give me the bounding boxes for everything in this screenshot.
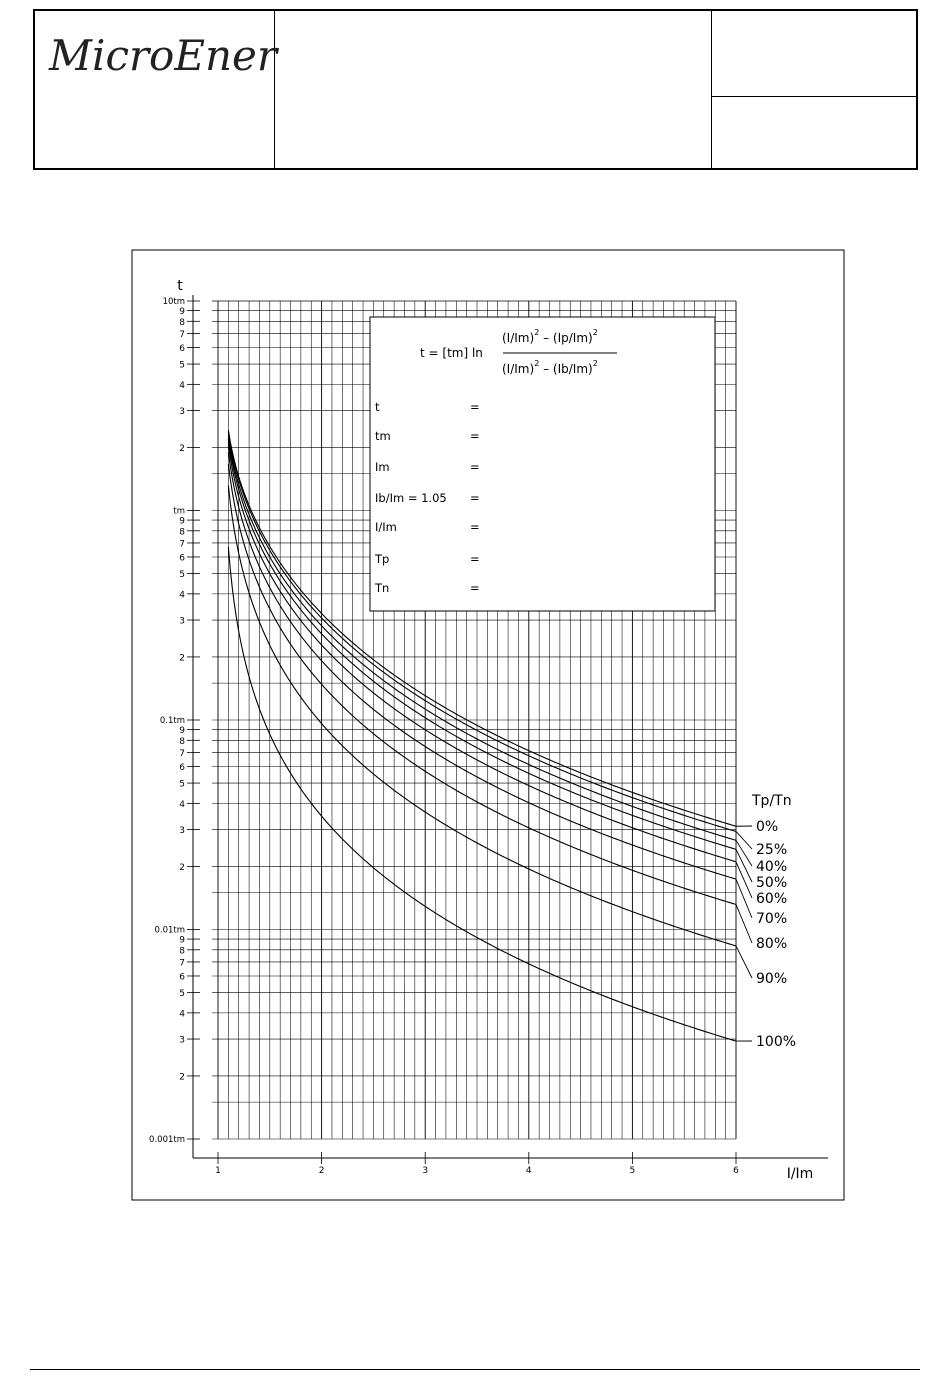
y-tick-label: 5 [179, 989, 185, 1000]
formula-numerator [502, 328, 598, 345]
param-label: tm [375, 429, 391, 443]
legend-entry: 25% [756, 842, 788, 858]
y-tick-label: 2 [179, 653, 185, 664]
param-equals: = [470, 552, 480, 566]
formula-denominator [502, 359, 598, 376]
y-tick-label: 6 [179, 553, 185, 564]
x-axis-label: I/Im [786, 1166, 814, 1182]
y-axis-label: t [177, 278, 183, 294]
legend-leader [736, 849, 752, 882]
y-tick-label: 6 [179, 972, 185, 983]
term-a: (I/Im) [502, 331, 535, 345]
y-tick-label: 4 [179, 590, 185, 601]
y-tick-label: 7 [179, 748, 185, 759]
term-b: (Ib/Im) [552, 362, 593, 376]
legend-entry: 0% [756, 819, 779, 835]
legend-entry: 60% [756, 891, 788, 907]
formula-lhs: t = [tm] ln [420, 346, 483, 360]
y-tick-label: 9 [179, 726, 185, 737]
exponent: 2 [534, 328, 540, 337]
y-tick-label: 3 [179, 1035, 185, 1046]
exponent: 2 [592, 328, 598, 337]
param-label: Im [375, 460, 390, 474]
y-tick-label: 9 [179, 935, 185, 946]
param-equals: = [470, 460, 480, 474]
param-equals: = [470, 400, 480, 414]
y-tick-label: 4 [179, 380, 185, 391]
y-decade-label: 0.001tm [149, 1135, 185, 1145]
y-decade-label: tm [173, 506, 185, 517]
exponent: 2 [592, 359, 598, 368]
legend-leader [736, 904, 752, 943]
y-tick-label: 2 [179, 862, 185, 873]
y-tick-label: 7 [179, 958, 185, 969]
y-tick-label: 5 [179, 360, 185, 371]
legend-title: Tp/Tn [752, 793, 792, 809]
x-tick-label: 1 [215, 1166, 221, 1176]
y-tick-label: 9 [179, 516, 185, 527]
y-tick-label: 3 [179, 616, 185, 627]
legend-leader [736, 862, 752, 898]
y-tick-label: 2 [179, 1072, 185, 1083]
y-tick-label: 9 [179, 307, 185, 318]
y-tick-label: 6 [179, 762, 185, 773]
param-label: Tn [375, 581, 390, 595]
param-equals: = [470, 429, 480, 443]
x-tick-label: 3 [422, 1166, 429, 1176]
y-tick-label: 3 [179, 826, 185, 837]
y-tick-label: 8 [179, 736, 185, 747]
microener-logo: MicroEner [49, 31, 277, 80]
y-decade-label: 0.01tm [154, 925, 185, 936]
y-tick-label: 2 [179, 443, 185, 454]
param-equals: = [470, 491, 480, 505]
minus-sign: – [539, 331, 553, 345]
y-decade-label: 0.1tm [159, 716, 185, 726]
y-tick-label: 5 [179, 570, 185, 581]
legend-leader [736, 831, 752, 849]
param-label: t [375, 400, 380, 414]
param-label: Tp [375, 552, 390, 566]
formula-box [370, 317, 715, 611]
x-tick-label: 6 [733, 1166, 739, 1176]
y-tick-label: 6 [179, 343, 185, 354]
param-equals: = [470, 520, 480, 534]
param-label: I/Im [375, 520, 397, 534]
legend-entry: 80% [756, 936, 788, 952]
y-tick-label: 8 [179, 946, 185, 957]
param-label: Ib/Im = 1.05 [375, 491, 447, 505]
y-tick-label: 8 [179, 527, 185, 538]
curve-100pct [228, 547, 736, 1041]
exponent: 2 [534, 359, 540, 368]
legend-leader [736, 879, 752, 918]
legend-leader [736, 840, 752, 866]
legend-entry: 40% [756, 859, 788, 875]
legend-entry: 70% [756, 911, 788, 927]
x-tick-label: 2 [318, 1166, 325, 1176]
y-tick-label: 4 [179, 799, 185, 810]
y-tick-label: 7 [179, 539, 185, 550]
param-equals: = [470, 581, 480, 595]
legend-entry: 50% [756, 875, 788, 891]
y-tick-label: 5 [179, 779, 185, 790]
y-decade-label: 10tm [162, 297, 185, 307]
legend-entry: 100% [756, 1034, 797, 1050]
x-tick-label: 5 [629, 1166, 636, 1176]
legend-entry: 90% [756, 971, 788, 987]
y-tick-label: 7 [179, 329, 185, 340]
x-tick-label: 4 [525, 1166, 532, 1176]
y-tick-label: 3 [179, 407, 185, 418]
y-tick-label: 4 [179, 1009, 185, 1020]
minus-sign: – [539, 362, 553, 376]
term-b: (Ip/Im) [552, 331, 593, 345]
y-tick-label: 8 [179, 317, 185, 328]
legend [736, 793, 796, 1050]
legend-leader [736, 946, 752, 978]
term-a: (I/Im) [502, 362, 535, 376]
footer-rule [30, 1369, 920, 1370]
